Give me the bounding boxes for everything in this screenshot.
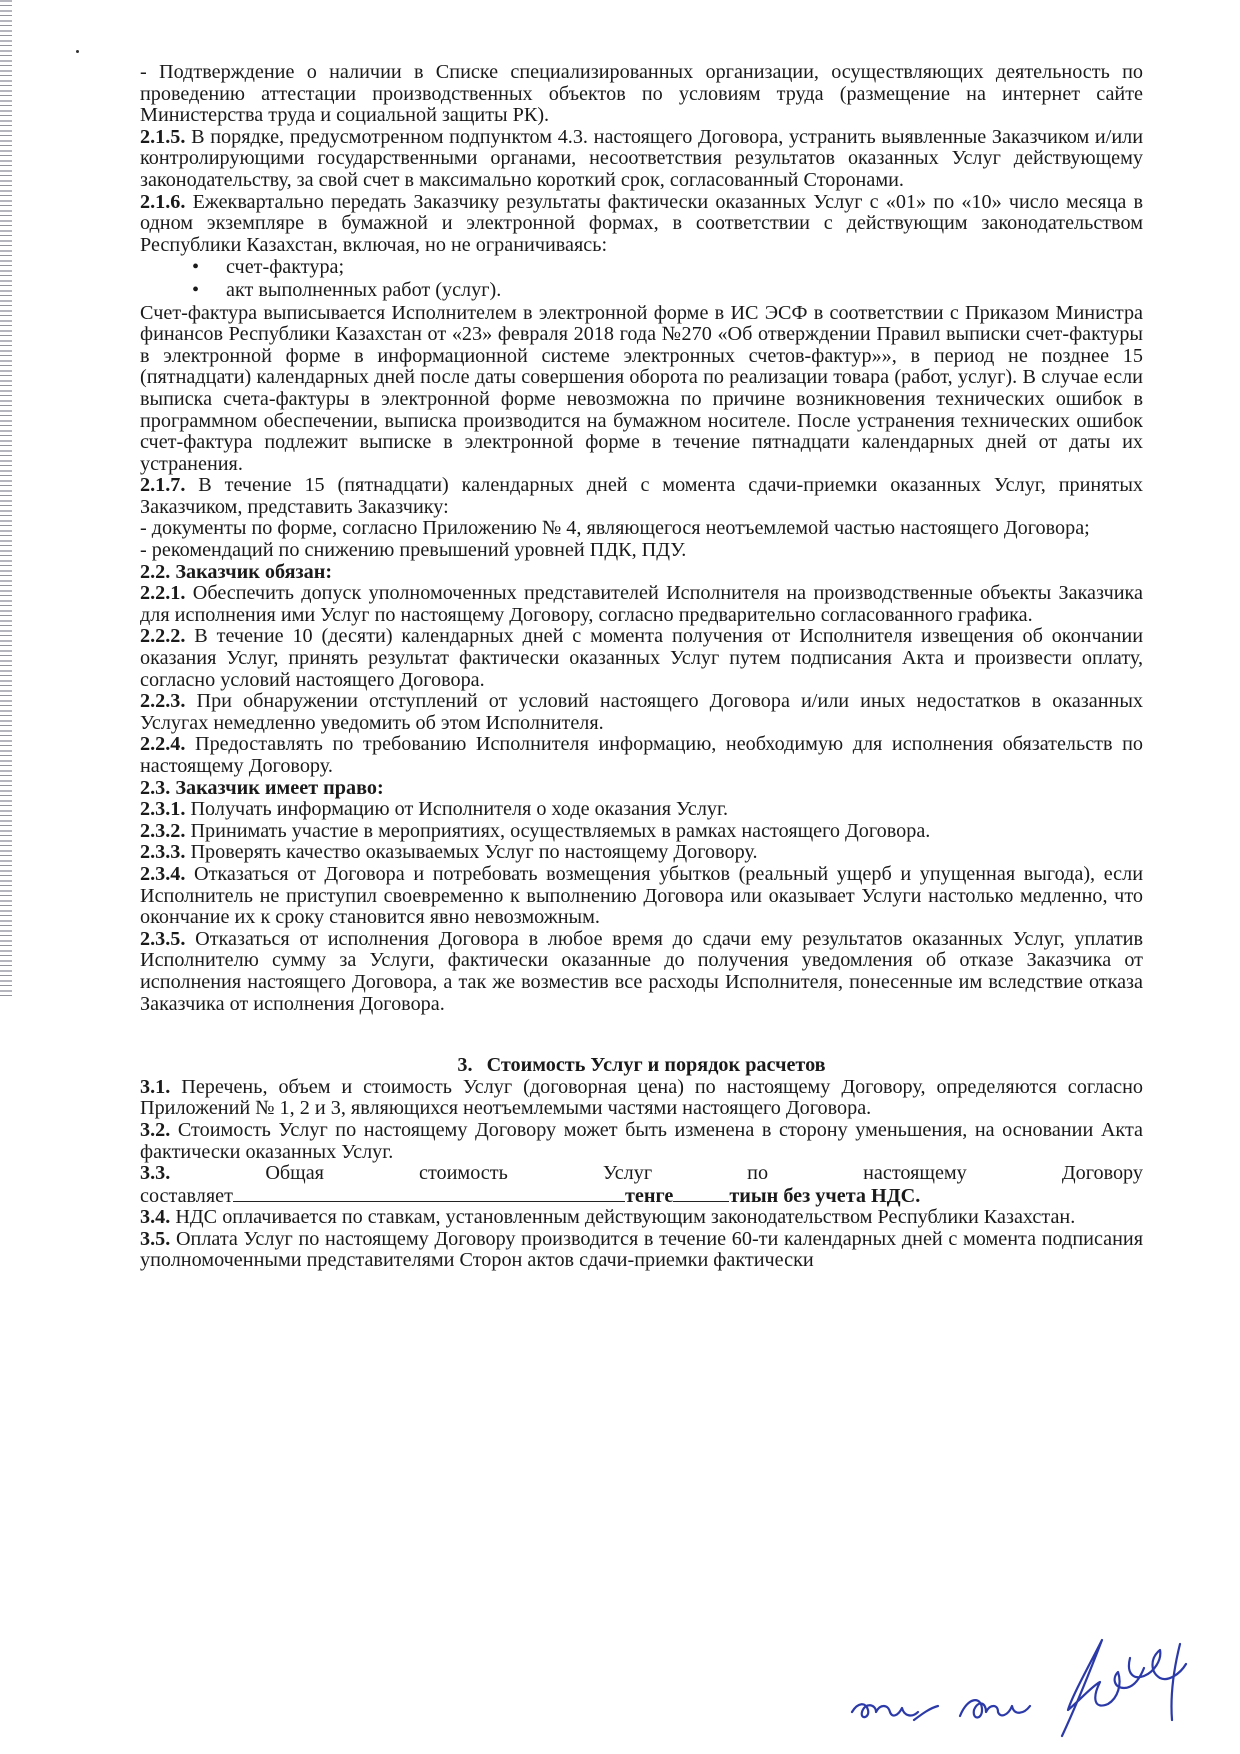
clause-number: 2.1.6.: [140, 190, 186, 213]
clause-text: НДС оплачивается по ставкам, установленным действующим законодательством Республики Казахстан.: [175, 1206, 1076, 1229]
bullet-item-act: [140, 280, 1143, 302]
initials-signature-1: [852, 1704, 938, 1720]
clause-2-1-7: [140, 475, 1143, 518]
amount-blank: [233, 1185, 625, 1202]
tiyn-label: тиын без учета НДС.: [729, 1184, 921, 1207]
clause-text: Стоимость Услуг по настоящему Договору может быть изменена в сторону уменьшения, на основании Акта фактически оказанных Услуг.: [140, 1118, 1144, 1163]
contract-page: [140, 62, 1143, 1272]
clause-text: В течение 10 (десяти) календарных дней с момента получения от Исполнителя извещения об окончании оказания Услуг, принять результат фактически оказанных Услуг путем подписания Акта и произвести оплату, согласно условий настоящего Договора.: [140, 625, 1144, 691]
word: настоящему: [863, 1162, 967, 1185]
clause-2-2-3: [140, 691, 1143, 734]
clause-2-3-3: [140, 842, 1143, 864]
paragraph-invoice-rules: Счет-фактура выписывается Исполнителем в электронной форме в ИС ЭСФ в соответствии с Приказом Министра финансов Республики Казахстан от «23» февраля 2018 года №270 «Об отверждении Правил выписки счет-фактуры в электронной форме в информационной системе электронных счетов-фактур»», в период не позднее 15 (пятнадцати) календарных дней после даты совершения оборота по реализации товара (работ, услуг). В случае если выписка счета-фактуры в электронной форме невозможна по причине возникновения технических ошибок в программном обеспечении, выписка производится на бумажном носителе. После устранения технических ошибок счет-фактура подлежит выписке в электронной форме в течение пятнадцати календарных дней от даты их устранения.: [140, 301, 1143, 475]
section-title: Стоимость Услуг и порядок расчетов: [486, 1054, 826, 1077]
clause-2-1-7-item-documents: - документы по форме, согласно Приложению № 4, являющегося неотъемлемой частью настоящего Договора;: [140, 517, 1090, 540]
section-3-heading: [140, 1055, 1143, 1077]
clause-number: 3.5.: [140, 1227, 171, 1250]
clause-text: Перечень, объем и стоимость Услуг (договорная цена) по настоящему Договору, определяются согласно Приложений № 1, 2 и 3, являющихся неотъемлемыми частями настоящего Договора.: [140, 1075, 1143, 1120]
section-spacer: [140, 1015, 1143, 1055]
clause-text: Предоставлять по требованию Исполнителя информацию, необходимую для исполнения обязательств по настоящему Договору.: [140, 733, 1143, 777]
heading-2-3: 2.3. Заказчик имеет право:: [140, 776, 384, 799]
word: составляет: [140, 1184, 233, 1207]
bullet-text: счет-фактура;: [226, 256, 345, 279]
clause-3-3: [140, 1163, 1143, 1185]
paragraph-confirmation: - Подтверждение о наличии в Списке специализированных организации, осуществляющих деятельность по проведению аттестации производственных объектов по условиям труда (размещение на интернет сайте Министерства труда и социальной защиты РК).: [140, 61, 1143, 127]
handwritten-signatures: [830, 1630, 1230, 1740]
clause-number: 3.4.: [140, 1206, 171, 1229]
clause-text: Отказаться от Договора и потребовать возмещения убытков (реальный ущерб и упущенная выгода), если Исполнитель не приступил своевременно к выполнению Договора или оказывает Услуги настолько медленно, что окончание их к сроку становится явно невозможным.: [140, 862, 1144, 929]
clause-text: Оплата Услуг по настоящему Договору производится в течение 60-ти календарных дней с момента подписания уполномоченными представителями Сторон актов сдачи-приемки фактически: [140, 1227, 1144, 1272]
clause-2-1-5: [140, 127, 1143, 192]
scan-speck: [76, 50, 79, 53]
bullet-icon: •: [192, 278, 200, 301]
clause-text: Обеспечить допуск уполномоченных представителей Исполнителя на производственные объекты Заказчика для исполнения ими Услуг по настоящему Договору, согласно предварительно согласованного графика.: [140, 582, 1144, 626]
clause-2-2-2: [140, 626, 1143, 691]
word: Услуг: [602, 1162, 653, 1185]
heading-2-2: 2.2. Заказчик обязан:: [140, 560, 333, 583]
director-signature: [1062, 1640, 1186, 1736]
clause-number: 3.3.: [140, 1162, 171, 1185]
clause-3-4: [140, 1207, 1143, 1229]
clause-text: Проверять качество оказываемых Услуг по настоящему Договору.: [190, 841, 758, 864]
clause-text: При обнаружении отступлений от условий настоящего Договора и/или иных недостатков в оказанных Услугах немедленно уведомить об этом Исполнителя.: [140, 690, 1143, 734]
clause-number: 3.2.: [140, 1118, 171, 1141]
clause-text: Принимать участие в мероприятиях, осуществляемых в рамках настоящего Договора.: [190, 819, 931, 842]
initials-signature-2: [960, 1700, 1030, 1717]
clause-text: В течение 15 (пятнадцати) календарных дней с момента сдачи-приемки оказанных Услуг, принятых Заказчиком, представить Заказчику:: [140, 474, 1143, 518]
section-number: 3.: [457, 1054, 473, 1077]
word: Общая: [265, 1162, 324, 1185]
clause-number: 2.1.5.: [140, 125, 186, 148]
clause-2-1-6: [140, 192, 1143, 257]
clause-2-3-4: [140, 864, 1143, 929]
clause-number: 2.2.2.: [140, 625, 186, 648]
clause-text: Отказаться от исполнения Договора в любое время до сдачи ему результатов оказанных Услуг, уплатив Исполнителю сумму за Услуги, фактически оказанные до получения уведомления об отказе Заказчика от исполнения настоящего Договора, а так же возместив все расходы Исполнителя, понесенные им вследствие отказа Заказчика от исполнения Договора.: [140, 927, 1143, 1015]
clause-3-1: [140, 1077, 1143, 1120]
clause-3-5: [140, 1229, 1143, 1272]
clause-text: В порядке, предусмотренном подпунктом 4.3. настоящего Договора, устранить выявленные Заказчиком и/или контролирующими государственными органами, несоответствия результатов оказанных Услуг действующему законодательству, за свой счет в максимально короткий срок, согласованный Сторонами.: [140, 125, 1143, 191]
bullet-text: акт выполненных работ (услуг).: [226, 278, 502, 301]
bullet-icon: •: [192, 256, 200, 279]
tiyn-blank: [673, 1185, 729, 1202]
clause-2-1-7-item-recommendations: - рекомендаций по снижению превышений уровней ПДК, ПДУ.: [140, 539, 687, 562]
word: стоимость: [419, 1162, 508, 1185]
clause-number: 2.2.1.: [140, 582, 186, 605]
clause-2-3-5: [140, 929, 1143, 1015]
clause-number: 2.3.1.: [140, 798, 186, 821]
clause-2-3-1: [140, 799, 1143, 821]
clause-number: 2.2.4.: [140, 733, 186, 756]
clause-number: 2.3.4.: [140, 862, 186, 885]
scan-edge-artifact: [0, 0, 12, 1000]
clause-text: Получать информацию от Исполнителя о ходе оказания Услуг.: [190, 798, 729, 821]
clause-3-3-amount: [140, 1185, 1143, 1208]
word: Договору: [1061, 1162, 1143, 1185]
clause-number: 3.1.: [140, 1075, 171, 1098]
clause-text: Ежеквартально передать Заказчику результаты фактически оказанных Услуг с «01» по «10» число месяца в одном экземпляре в бумажной и электронной формах, в соответствии с действующим законодательством Республики Казахстан, включая, но не ограничиваясь:: [140, 190, 1144, 256]
word: по: [747, 1162, 769, 1185]
clause-number: 2.3.2.: [140, 819, 186, 842]
clause-number: 2.3.5.: [140, 927, 186, 950]
clause-number: 2.1.7.: [140, 474, 186, 497]
clause-number: 2.2.3.: [140, 690, 186, 713]
clause-number: 2.3.3.: [140, 841, 186, 864]
clause-3-2: [140, 1120, 1143, 1163]
currency-label: тенге: [624, 1184, 674, 1207]
clause-2-2-4: [140, 734, 1143, 777]
clause-2-3-2: [140, 821, 1143, 843]
clause-2-2-1: [140, 583, 1143, 626]
bullet-item-invoice: [140, 257, 1143, 279]
